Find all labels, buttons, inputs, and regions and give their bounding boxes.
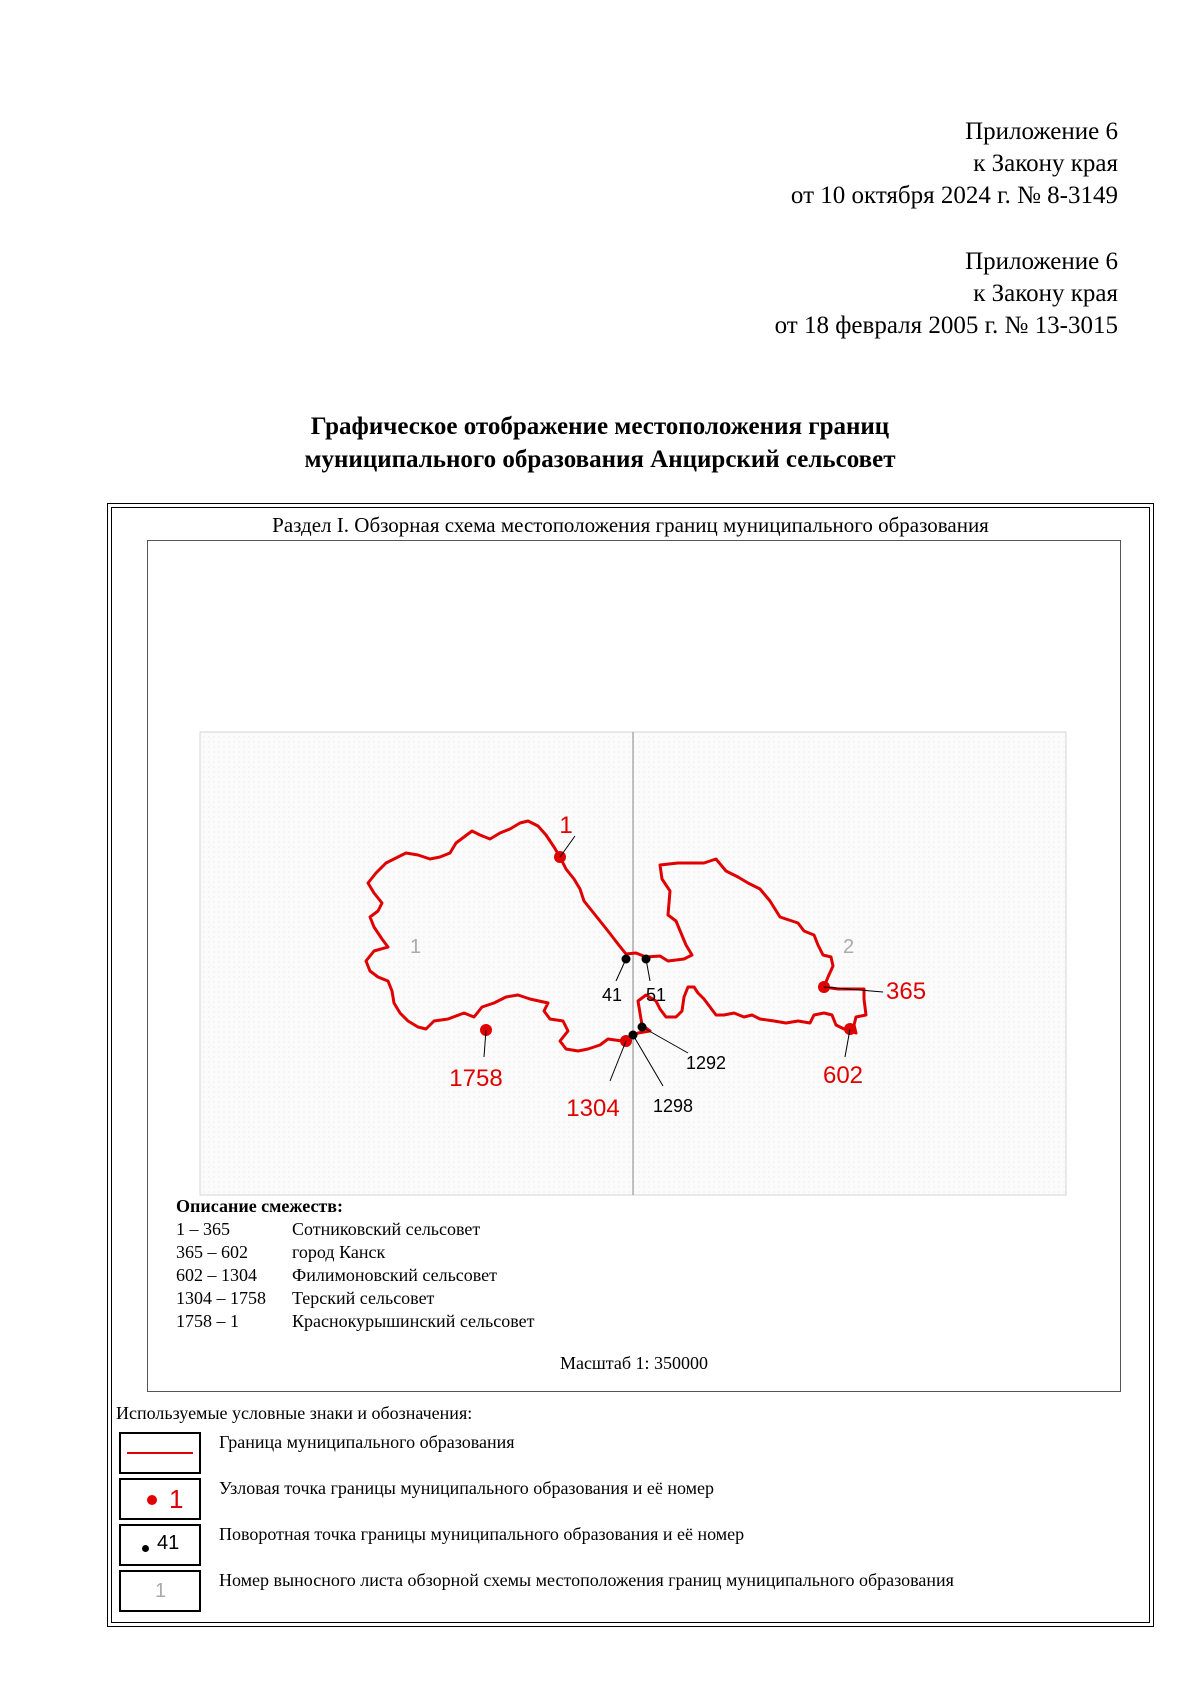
header-line: от 10 октября 2024 г. № 8-3149: [790, 182, 1118, 209]
node-point-label: 365: [886, 978, 927, 1005]
legend-symbol-box: [119, 1524, 201, 1566]
legend-item-turn-point: [119, 1524, 1119, 1572]
adjacency-row: [176, 1241, 534, 1264]
title-line: Графическое отображение местоположения границ: [310, 413, 890, 440]
adjacency-range: 365 – 602: [176, 1242, 248, 1262]
legend-item-node-point: [119, 1478, 1119, 1526]
header-line: Приложение 6: [965, 248, 1118, 275]
turn-point-label: 1298: [653, 1096, 694, 1116]
legend-symbol-box: [119, 1432, 201, 1474]
document-title: [150, 410, 1050, 476]
red-line-icon: [127, 1452, 193, 1454]
adjacency-range: 1 – 365: [176, 1219, 230, 1239]
header-block-2005: [518, 246, 1118, 342]
legend-sample-number: 41: [157, 1532, 180, 1554]
adjacency-range: 1758 – 1: [176, 1311, 239, 1331]
adjacency-range: 602 – 1304: [176, 1265, 257, 1285]
map-frame: [107, 503, 1154, 1627]
legend-symbol-box: [119, 1478, 201, 1520]
header-line: к Закону края: [973, 280, 1118, 307]
adjacency-name: Сотниковский сельсовет: [292, 1219, 481, 1239]
node-point-label: 1: [559, 812, 573, 839]
legend-label: Номер выносного листа обзорной схемы местоположения границ муниципального образования: [219, 1570, 954, 1590]
sheet-area-2: [633, 732, 1066, 1195]
turn-point-label: 51: [646, 985, 667, 1005]
adjacency-title: Описание смежеств:: [176, 1196, 343, 1216]
node-point-label: 602: [822, 1062, 864, 1089]
header-line: Приложение 6: [965, 118, 1118, 145]
title-line: муниципального образования Анцирский сельсовет: [304, 446, 896, 473]
legend-item-sheet-number: [119, 1570, 1119, 1618]
legend-title: Используемые условные знаки и обозначения:: [116, 1403, 473, 1423]
legend-label: Поворотная точка границы муниципального образования и её номер: [219, 1524, 745, 1544]
adjacency-name: город Канск: [292, 1242, 386, 1262]
legend-label: Узловая точка границы муниципального образования и её номер: [219, 1478, 715, 1498]
legend-sample-number: 1: [169, 1484, 184, 1514]
header-line: от 18 февраля 2005 г. № 13-3015: [774, 312, 1118, 339]
black-dot-icon: [142, 1545, 149, 1552]
sheet-number-label: 2: [843, 936, 855, 958]
legend-label: Граница муниципального образования: [219, 1432, 515, 1452]
turn-point-label: 41: [602, 985, 623, 1005]
adjacency-range: 1304 – 1758: [176, 1288, 266, 1308]
turn-point-label: 1292: [686, 1053, 727, 1073]
node-point-label: 1304: [566, 1095, 620, 1122]
adjacency-row: [176, 1218, 534, 1241]
header-block-2024: [518, 116, 1118, 212]
adjacency-name: Краснокурышинский сельсовет: [292, 1311, 535, 1331]
adjacency-description: [176, 1195, 534, 1333]
node-point-label: 1758: [449, 1065, 503, 1092]
red-dot-icon: [147, 1495, 157, 1505]
sheet-area-1: [200, 732, 633, 1195]
header-line: к Закону края: [973, 150, 1118, 177]
map-frame-inner: [111, 507, 1150, 1623]
legend-sample-number: 1: [155, 1580, 167, 1602]
section-title: Раздел I. Обзорная схема местоположения границ муниципального образования: [272, 513, 989, 537]
legend-item-boundary: [119, 1432, 1119, 1480]
adjacency-name: Филимоновский сельсовет: [292, 1265, 498, 1285]
adjacency-row: [176, 1264, 534, 1287]
adjacency-row: [176, 1310, 534, 1333]
map-scale: Масштаб 1: 350000: [559, 1353, 709, 1373]
adjacency-row: [176, 1287, 534, 1310]
legend-symbol-box: [119, 1570, 201, 1612]
overview-map: [147, 540, 1121, 1392]
adjacency-name: Терский сельсовет: [292, 1288, 435, 1308]
sheet-number-label: 1: [410, 936, 422, 958]
